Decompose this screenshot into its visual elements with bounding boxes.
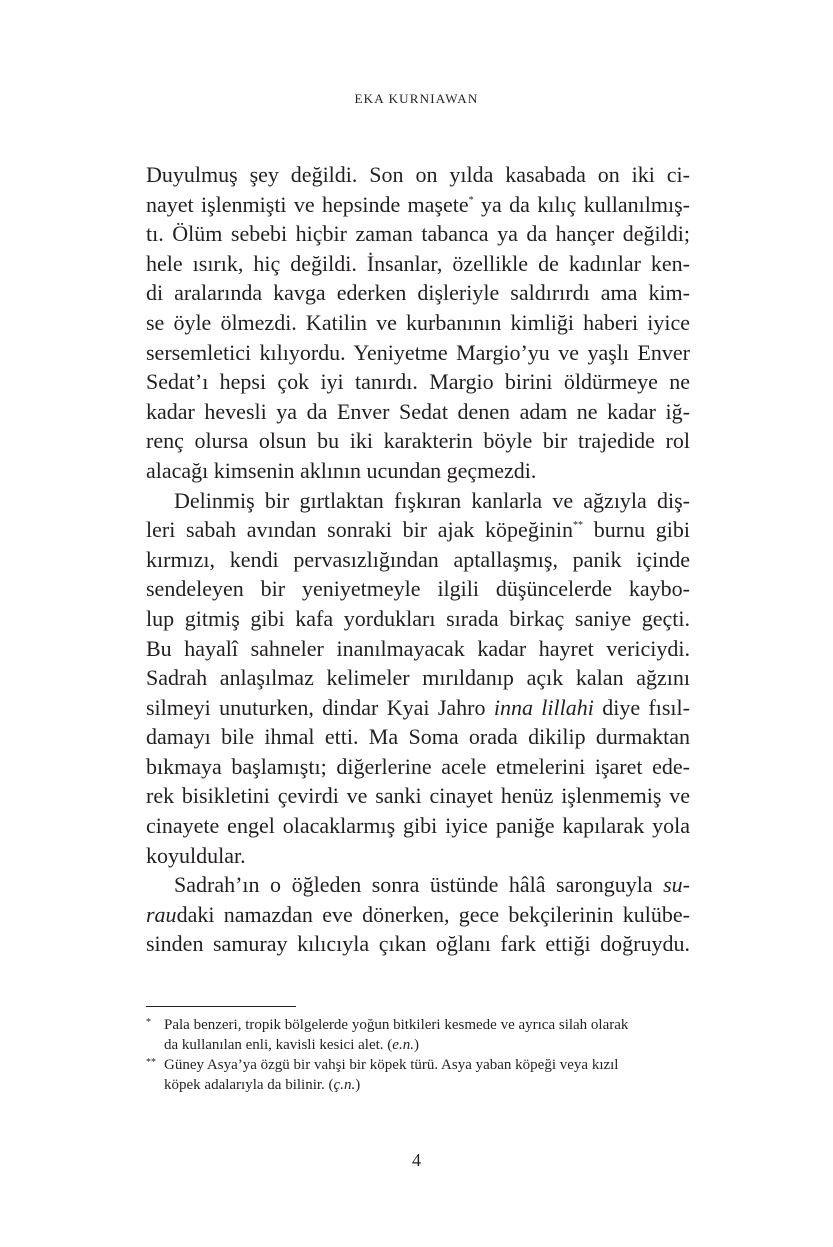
footnote-divider	[146, 1006, 296, 1007]
italic-phrase: inna lillahi	[493, 694, 594, 720]
body-line: leri sabah avından sonraki bir ajak köpeğinin** burnu gibi	[146, 517, 690, 543]
footnote-line: ** Güney Asya’ya özgü bir vahşi bir köpek türü. Asya yaban köpeği veya kızıl	[146, 1057, 619, 1073]
body-line: bıkmaya başlamıştı; diğerlerine acele etmelerini işaret ede-	[146, 753, 690, 779]
italic-word: rau	[146, 901, 177, 927]
body-line: Bu hayalî sahneler inanılmayacak kadar hayret vericiydi.	[146, 635, 690, 661]
footnote-line: köpek adalarıyla da bilinir. (ç.n.)	[164, 1077, 361, 1093]
body-line: silmeyi unuturken, dindar Kyai Jahro inna lillahi diye fısıl-	[146, 694, 690, 720]
footnotes	[146, 1015, 690, 1095]
body-line: renç olursa olsun bu iki karakterin böyle bir trajedide rol	[146, 428, 690, 454]
body-line: raudaki namazdan eve dönerken, gece bekçilerinin kulübe-	[146, 901, 690, 927]
body-line: Sadrah anlaşılmaz kelimeler mırıldanıp açık kalan ağzını	[146, 665, 690, 691]
body-line: rek bisikletini çevirdi ve sanki cinayet henüz işlenmemiş ve	[146, 783, 690, 809]
body-line: cinayete engel olacaklarmış gibi iyice paniğe kapılarak yola	[146, 813, 690, 839]
footnote-line: da kullanılan enli, kavisli kesici alet. (e.n.)	[164, 1037, 419, 1053]
body-line: damayı bile ihmal etti. Ma Soma orada dikilip durmaktan	[146, 724, 690, 750]
body-line: Duyulmuş şey değildi. Son on yılda kasabada on iki ci-	[146, 162, 690, 187]
footnote-reference: *	[468, 194, 474, 206]
body-line: kadar hevesli ya da Enver Sedat denen adam ne kadar iğ-	[146, 398, 690, 424]
page-number: 4	[412, 1150, 421, 1170]
body-line: hele ısırık, hiç değildi. İnsanlar, özellikle de kadınlar ken-	[146, 250, 690, 276]
running-head: EKA KURNIAWAN	[354, 91, 479, 106]
body-line: koyuldular.	[146, 842, 246, 868]
body-line: Sedat’ı hepsi çok iyi tanırdı. Margio birini öldürmeye ne	[146, 369, 690, 395]
body-line: tı. Ölüm sebebi hiçbir zaman tabanca ya da hançer değildi;	[146, 221, 690, 247]
italic-word: su-	[663, 872, 690, 898]
body-line: kırmızı, kendi pervasızlığından aptallaşmış, panik içinde	[146, 546, 690, 572]
body-text	[146, 160, 690, 959]
body-line: nayet işlenmişti ve hepsinde maşete* ya da kılıç kullanılmış-	[146, 191, 690, 217]
body-line: Delinmiş bir gırtlaktan fışkıran kanlarla ve ağzıyla diş-	[174, 487, 690, 513]
body-line: sendeleyen bir yeniyetmeyle ilgili düşüncelerde kaybo-	[146, 576, 690, 602]
body-line: sersemletici kılıyordu. Yeniyetme Margio’yu ve yaşlı Enver	[146, 339, 690, 365]
body-line: sinden samuray kılıcıyla çıkan oğlanı fark ettiği doğruydu.	[146, 931, 690, 957]
body-line: lup gitmiş gibi kafa yordukları sırada birkaç saniye geçti.	[146, 605, 690, 631]
footnote-line: * Pala benzeri, tropik bölgelerde yoğun bitkileri kesmede ve ayrıca silah olarak	[146, 1017, 629, 1033]
body-line: se öyle ölmezdi. Katilin ve kurbanının kimliği haberi iyice	[146, 309, 690, 335]
body-line: alacağı kimsenin aklının ucundan geçmezdi.	[146, 457, 537, 483]
footnote-reference: **	[573, 520, 584, 532]
body-line: di aralarında kavga ederken dişleriyle saldırırdı ama kim-	[146, 280, 690, 306]
body-line: Sadrah’ın o öğleden sonra üstünde hâlâ saronguyla su-	[174, 872, 690, 898]
